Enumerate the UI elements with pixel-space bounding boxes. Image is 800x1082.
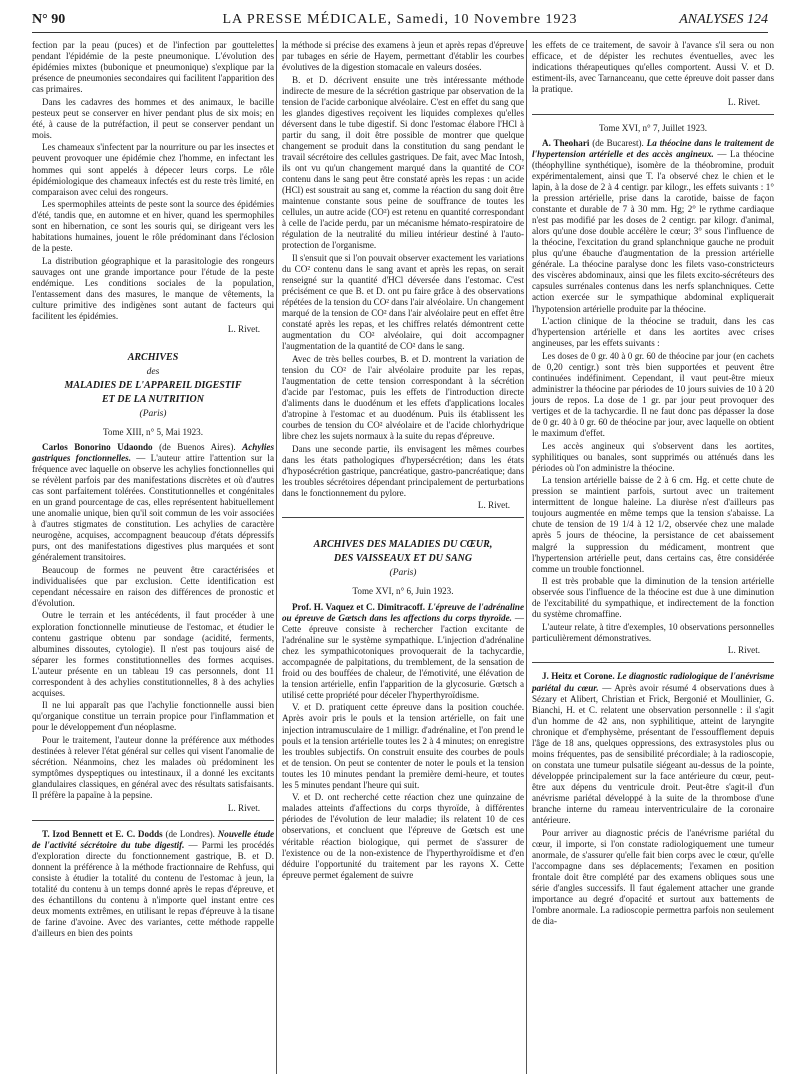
journal-title: LA PRESSE MÉDICALE, Samedi, 10 Novembre 1923 [222, 12, 578, 27]
paragraph: Avec de très belles courbes, B. et D. montrent la variation de tension du CO² de l'air alvéolaire produite par les repas, l'augmentation de cette tension correspondant à la sécrétion d'acide par l'estomac, puis les effets de l'introduction directe d'aliments dans le duodénum et les effets d'applications locales d'atropine à l'estomac et au duodénum. Puis ils établissent les courbes de tension du CO² alvéolaire et de l'acide chlorhydrique libre chez les sujets normaux à la suite du repas d'épreuve. [282, 353, 524, 442]
article-title: Achylies gastriques fonctionnelles. [32, 441, 274, 463]
author: Carlos Bonorino Udaondo [42, 441, 153, 452]
abstract: J. Heitz et Corone. Le diagnostic radiologique de l'anévrisme pariétal du cœur. — Après avoir résumé 4 observations dues à Sézary et Alibert, Christian et Frick, Bergonié et Moullinier, G. Bianchi, H. et C. relatent une observation personnelle : il s'agit d'un homme de 42 ans, non syphilitique, atteint de laryngite chronique et d'emphysème, présentant de l'essoufflement depuis l'âge de 18 ans, quelques oppressions, des extrasystoles plus ou moins fréquentes, pas de sensibilité précordiale; à la radioscopie, on constata une tumeur pulsatile siégeant au-dessus de la pointe, développée principalement sur la face antérieure du cœur, peut-être aux dépens du ventricule droit. Peut-être s'agit-il d'un anévrisme pariétal développé à la suite de la thrombose d'une branche interne du rameau interventriculaire de la coronaire antérieure. [532, 671, 774, 826]
paragraph: Les chameaux s'infectent par la nourriture ou par les insectes et peuvent provoquer une épidémie chez l'homme, en infectant les hommes qui sont appelés à dépecer leurs corps. Le rôle épidémiologique des chameaux infectés est du reste très limité, en comparaison avec celui des rongeurs. [32, 142, 274, 197]
author: T. Izod Bennett et E. C. Dodds [42, 828, 163, 839]
journal-heading: ARCHIVES [127, 351, 179, 363]
signature: L. Rivet. [727, 96, 760, 107]
divider [532, 114, 774, 115]
column-3 [532, 40, 774, 929]
paragraph: Les accès angineux qui s'observent dans les aortites, syphilitiques ou banales, sont supprimés ou atténués dans les périodes où l'on administre la théocine. [532, 440, 774, 473]
paragraph: la méthode si précise des examens à jeun et après repas d'épreuve par tubages en série de Hayem, permettant d'établir les courbes évolutives de la digestion stomacale en valeurs dosées. [282, 40, 524, 73]
column-divider [526, 40, 527, 1074]
divider [282, 517, 524, 518]
paragraph: Outre le terrain et les antécédents, il faut procéder à une exploration fonctionnelle minutieuse de l'estomac, et étudier le contenu gastrique obtenu par sondage (acidité, ferments, albumines dissoutes, cytologie). Il n'est pas toujours aisé de séparer les formes constitutionnelles des formes acquises. L'auteur présente en un tableau 19 cas personnels, dont 11 correspondent à des achylies constitutionnelles, 8 à des achylies acquises. [32, 610, 274, 698]
author: Prof. H. Vaquez et C. Dimitracoff. [292, 601, 426, 612]
paragraph: Il ne lui apparaît pas que l'achylie fonctionnelle aussi bien qu'organique constitue un terrain propice pour l'inflammation et pour le développement d'un néoplasme. [32, 700, 274, 733]
column-divider [276, 40, 277, 1074]
divider [32, 820, 274, 821]
signature: L. Rivet. [227, 323, 260, 334]
paragraph: Beaucoup de formes ne peuvent être caractérisées et individualisées que par exclusion. Cette identification est cependant nécessaire en raison des différences de pronostic et d'évolution. [32, 564, 274, 608]
paragraph: Il s'ensuit que si l'on pouvait observer exactement les variations du CO² contenu dans le sang avant et après les repas, on serait renseigné sur la quantité d'HCl déversée dans l'estomac. C'est précisément ce que B. et D. ont pu faire grâce à des observations répétées de la tension du CO² dans l'air alvéolaire. Un changement marqué de la tension de CO² dans l'air alvéolaire peut en effet être constaté après les repas, et les chiffres relatés démontrent cette augmentation du CO² alvéolaire, qui doit accompagner l'augmentation de la quantité de CO² dans le sang. [282, 252, 524, 352]
column-2 [282, 40, 524, 882]
abstract: Carlos Bonorino Udaondo (de Buenos Aires). Achylies gastriques fonctionnelles. — L'auteur attire l'attention sur la fréquence avec laquelle on observe les achylies fonctionnelles qui se révèlent parfois par des manifestations discrètes et où d'autres cas sont parfaitement tolérées. Constitutionnelles et congénitales en un grand pourcentage de cas, elles représentent habituellement une anomalie unique, bien qu'il soit commun de les voir associées à d'autres stigmates de constitution. Les achylies de caractère neurogène, acquises, accompagnent beaucoup d'états dépressifs purs, ont des manifestations digestives plus marquées et sont généralement transitoires. [32, 441, 274, 563]
signature: L. Rivet. [727, 645, 760, 656]
paragraph: V. et D. pratiquent cette épreuve dans la position couchée. Après avoir pris le pouls et la tension artérielle, on fait une injection intramusculaire de 1 milligr. d'adrénaline, et l'on prend le pouls et la tension artérielle toutes les 2 à 4 minutes; on enregistre les troubles subjectifs. On construit ensuite des courbes de pouls et de tension. On peut se contenter de noter le pouls et la tension toutes les 10 minutes pendant la première demi-heure, et toutes les 5 minutes pendant l'heure qui suit. [282, 702, 524, 790]
paragraph: Les doses de 0 gr. 40 à 0 gr. 60 de théocine par jour (en cachets de 0,20 centigr.) sont très bien supportées et peuvent être continuées indéfiniment. Cependant, il vaut peut-être mieux administrer la théocine par périodes de 10 jours suivies de 10 à 20 jours de repos. La dose de 1 gr. par jour peut provoquer des vertiges et de la tachycardie. Il ne faut donc pas dépasser la dose de 0 gr. 40 à 0 gr. 60 de théocine par jour, avec laquelle on obtient le maximum d'effet. [532, 350, 774, 439]
divider [532, 662, 774, 663]
journal-heading-subject: ET DE LA NUTRITION [102, 393, 204, 405]
abstract: Prof. H. Vaquez et C. Dimitracoff. L'épreuve de l'adrénaline ou épreuve de Gœtsch dans les affections du corps thyroïde. — Cette épreuve consiste à rechercher l'action excitante de l'adrénaline sur le système sympathique. L'injection d'adrénaline chez les sympathicotoniques provoquerait de la tachycardie, accompagnée de palpitations, du tremblement, de la sensation de froid ou des bouffées de chaleur, de l'émotivité, une élévation de la tension artérielle, enfin l'apparition de la glycosurie. Gœtsch a utilisé cette propriété pour déceler l'hyperthyroïdisme. [282, 601, 524, 700]
journal-heading-subject: ARCHIVES DES MALADIES DU CŒUR, [313, 539, 493, 551]
paragraph: L'auteur relate, à titre d'exemples, 10 observations personnelles particulièrement démonstratives. [532, 621, 774, 643]
journal-heading-city: (Paris) [139, 408, 167, 419]
journal-heading-city: (Paris) [389, 568, 417, 579]
paragraph: B. et D. décrivent ensuite une très intéressante méthode indirecte de mesure de la sécrétion gastrique par observation de la tension de l'acide carbonique alvéolaire. C'est en effet du sang que les glandes digestives reçoivent les liquides complexes qu'elles déversent dans le tube digestif. Si donc l'estomac élabore l'HCl à partir du sang, il doit être possible de montrer que quelque changement se produit dans la constitution du sang pendant le travail sécrétoire des cellules gastriques. De fait, avec Mac Intosh, ils ont vu qu'un changement marqué dans la quantité de CO² contenu dans le sang peut être constaté après les repas : un acide (HCl) est soustrait au sang et, comme la réaction du sang doit être maintenue constante sous peine de souffrance de toutes les cellules, un autre acide (CO²) est retenu en quantité correspondant à celle de l'acide perdu, par un mécanisme hémato-respiratoire de régulation de la neutralité du milieu intérieur destiné à l'auto-protection de l'organisme. [282, 74, 524, 251]
paragraph: La distribution géographique et la parasitologie des rongeurs sauvages ont une grande importance pour l'étude de la peste endémique. Les conditions sociales de la population, l'entassement dans des masures, le manque de vêtements, la culture primitive des indigènes sont autant de facteurs qui facilitent les épidémies. [32, 255, 274, 322]
journal-heading-subject: DES VAISSEAUX ET DU SANG [333, 553, 473, 565]
article-title: Nouvelle étude de l'activité sécrétoire du tube digestif. [32, 828, 274, 850]
paragraph: Dans les cadavres des hommes et des animaux, le bacille pesteux peut se conserver en hiver pendant plus de six mois; en été, à cause de la putréfaction, il peut se conserver pendant un mois. [32, 96, 274, 140]
abstract: A. Theohari (de Bucarest). La théocine dans le traitement de l'hypertension artérielle et des accès angineux. — La théocine (théophylline synthétique), isomère de la théobromine, produit expérimentalement, ainsi que T. l'a observé chez le chien et le lapin, à la dose de 2 à 4 centigr. par kilogr., les effets suivants : 1° la pression artérielle, prise dans la carotide, baisse de façon constante et durable de 7 à 30 mm. Hg; 2° le rythme cardiaque n'est pas modifié par les doses de 2 centigr. par kilogr. d'animal, alors qu'une dose double accélère le cœur; 3° sous l'influence de la théocine, l'excitation du grand splanchnique gauche ne produit plus qu'une ébauche d'augmentation de la pression artérielle générale. La théocine paralyse donc les filets vaso-constricteurs des viscères abdominaux, ainsi que les filets excito-sécréteurs des capsules surrénales contenus dans les nerfs splanchniques. Cette action exercée sur le sympathique abdominal expliquerait l'hypotension artérielle produite par la théocine. [532, 137, 775, 314]
issue-line: Tome XIII, n° 5, Mai 1923. [103, 426, 203, 437]
signature: L. Rivet. [477, 500, 510, 511]
issue-line: Tome XVI, n° 7, Juillet 1923. [598, 122, 708, 133]
paragraph: La tension artérielle baisse de 2 à 6 cm. Hg. et cette chute de pression se maintient parfois, surtout avec un traitement intermittent de longue haleine. La diurèse n'est d'ailleurs pas toujours augmentée en même temps que la tension s'abaisse. La chute de tension de 19 1/4 à 12 1/2, observée chez une malade après 5 jours de théocine, la persistance de cet abaissement malgré la suppression du médicament, montrent que l'hypertension artérielle peut, dans certains cas, être considérée comme un trouble fonctionnel. [532, 475, 774, 574]
section-label: ANALYSES 124 [679, 12, 768, 27]
journal-heading-des: des [146, 366, 160, 377]
abstract: T. Izod Bennett et E. C. Dodds (de Londres). Nouvelle étude de l'activité sécrétoire du tube digestif. — Parmi les procédés d'exploration directe du fonctionnement gastrique, B. et D. donnent la préférence à la méthode fractionnaire de Rehfuss, qui consiste à étudier la totalité du contenu de l'estomac à jeun, la totalité du contenu à un temps donné après le repas d'épreuve, et des échantillons du contenu à n'importe quel instant entre ces deux moments extrêmes, en utilisant le repas d'épreuve à la tisane de farine d'avoine. Avec des variantes, cette méthode rappelle d'ailleurs en bien des points [32, 828, 275, 939]
paragraph: Dans une seconde partie, ils envisagent les mêmes courbes dans les états pathologiques d'hypersécrétion; dans les états d'hyposécrétion gastrique, pancréatique, gastro-pancréatique; dans les troubles sécrétoires dépendant principalement de perturbations dans le fonctionnement du pylore. [282, 443, 524, 498]
paragraph: Il est très probable que la diminution de la tension artérielle observée sous l'influence de la théocine est due à une diminution de l'excitabilité du sympathique, et indirectement de la fonction du système chromaffine. [532, 576, 774, 620]
page-header [32, 10, 768, 33]
article-title: L'épreuve de l'adrénaline ou épreuve de Gœtsch dans les affections du corps thyroïde. [282, 601, 524, 623]
paragraph: Les spermophiles atteints de peste sont la source des épidémies d'été, tandis que, en automne et en hiver, quand les spermophiles sont en hibernation, ce sont les souris qui, se dirigeant vers les habitations humaines, jouent le rôle prédominant dans l'éclosion de la peste. [32, 199, 274, 254]
author: A. Theohari [542, 137, 590, 148]
article-title: Le diagnostic radiologique de l'anévrisme pariétal du cœur. [532, 671, 774, 693]
paragraph: fection par la peau (puces) et de l'infection par gouttelettes pendant l'épidémie de la peste pneumonique. L'évolution des épidémies mixtes (bubonique et pneumonique) s'explique par la présence de pneumonies secondaires qui facilitent l'apparition des cas primaires. [32, 40, 274, 95]
journal-heading-subject: MALADIES DE L'APPAREIL DIGESTIF [64, 379, 242, 391]
column-1 [32, 40, 274, 941]
article-title: La théocine dans le traitement de l'hypertension artérielle et des accès angineux. [532, 137, 774, 159]
paragraph: les effets de ce traitement, de savoir à l'avance s'il sera ou non efficace, et de dépister les rechutes éventuelles, avec les indications thérapeutiques qu'elles comportent. Aussi V. et D. estiment-ils, avec Tarnanceanu, que cette épreuve doit passer dans la pratique. [532, 40, 774, 95]
paragraph: V. et D. ont recherché cette réaction chez une quinzaine de malades atteints d'affections du corps thyroïde, à différentes périodes de l'évolution de leur maladie; ils relatent 10 de ces observations, et concluent que l'épreuve de Gœtsch est une véritable réaction biologique, qui permet de s'assurer de l'existence ou de la non-existence de l'hyperthyroïdisme et d'en déduire l'opportunité du traitement par les rayons X. Cette épreuve permet également de suivre [282, 792, 524, 880]
issue-line: Tome XVI, n° 6, Juin 1923. [352, 586, 454, 597]
paragraph: L'action clinique de la théocine se traduit, dans les cas d'hypertension artérielle et dans les aortites avec crises angineuses, par les effets suivants : [532, 316, 774, 349]
signature: L. Rivet. [227, 802, 260, 813]
paragraph: Pour arriver au diagnostic précis de l'anévrisme pariétal du cœur, il importe, si l'on constate radiologiquement une tumeur anormale, de s'assurer qu'elle fait bien corps avec le cœur, qu'elle l'accompagne dans ses déplacements; l'examen en position frontale doit être complété par des examens obliques sous une série d'angles successifs. Il faut également attacher une grande importance au degré d'opacité et surtout aux battements de l'ombre anormale. La radioscopie permettra parfois non seulement de dia- [532, 827, 774, 927]
paragraph: Pour le traitement, l'auteur donne la préférence aux méthodes destinées à relever l'état général sur celles qui visent l'anomalie de sécrétion. Néanmoins, chez les malades où prédominent les symptômes dyspeptiques ou intestinaux, il a donné les excitants glandulaires classiques, en général avec des résultats satisfaisants. Il préfère la papaïne à la pepsine. [32, 734, 274, 801]
page-number: N° 90 [32, 12, 66, 27]
author: J. Heitz et Corone. [542, 671, 615, 682]
